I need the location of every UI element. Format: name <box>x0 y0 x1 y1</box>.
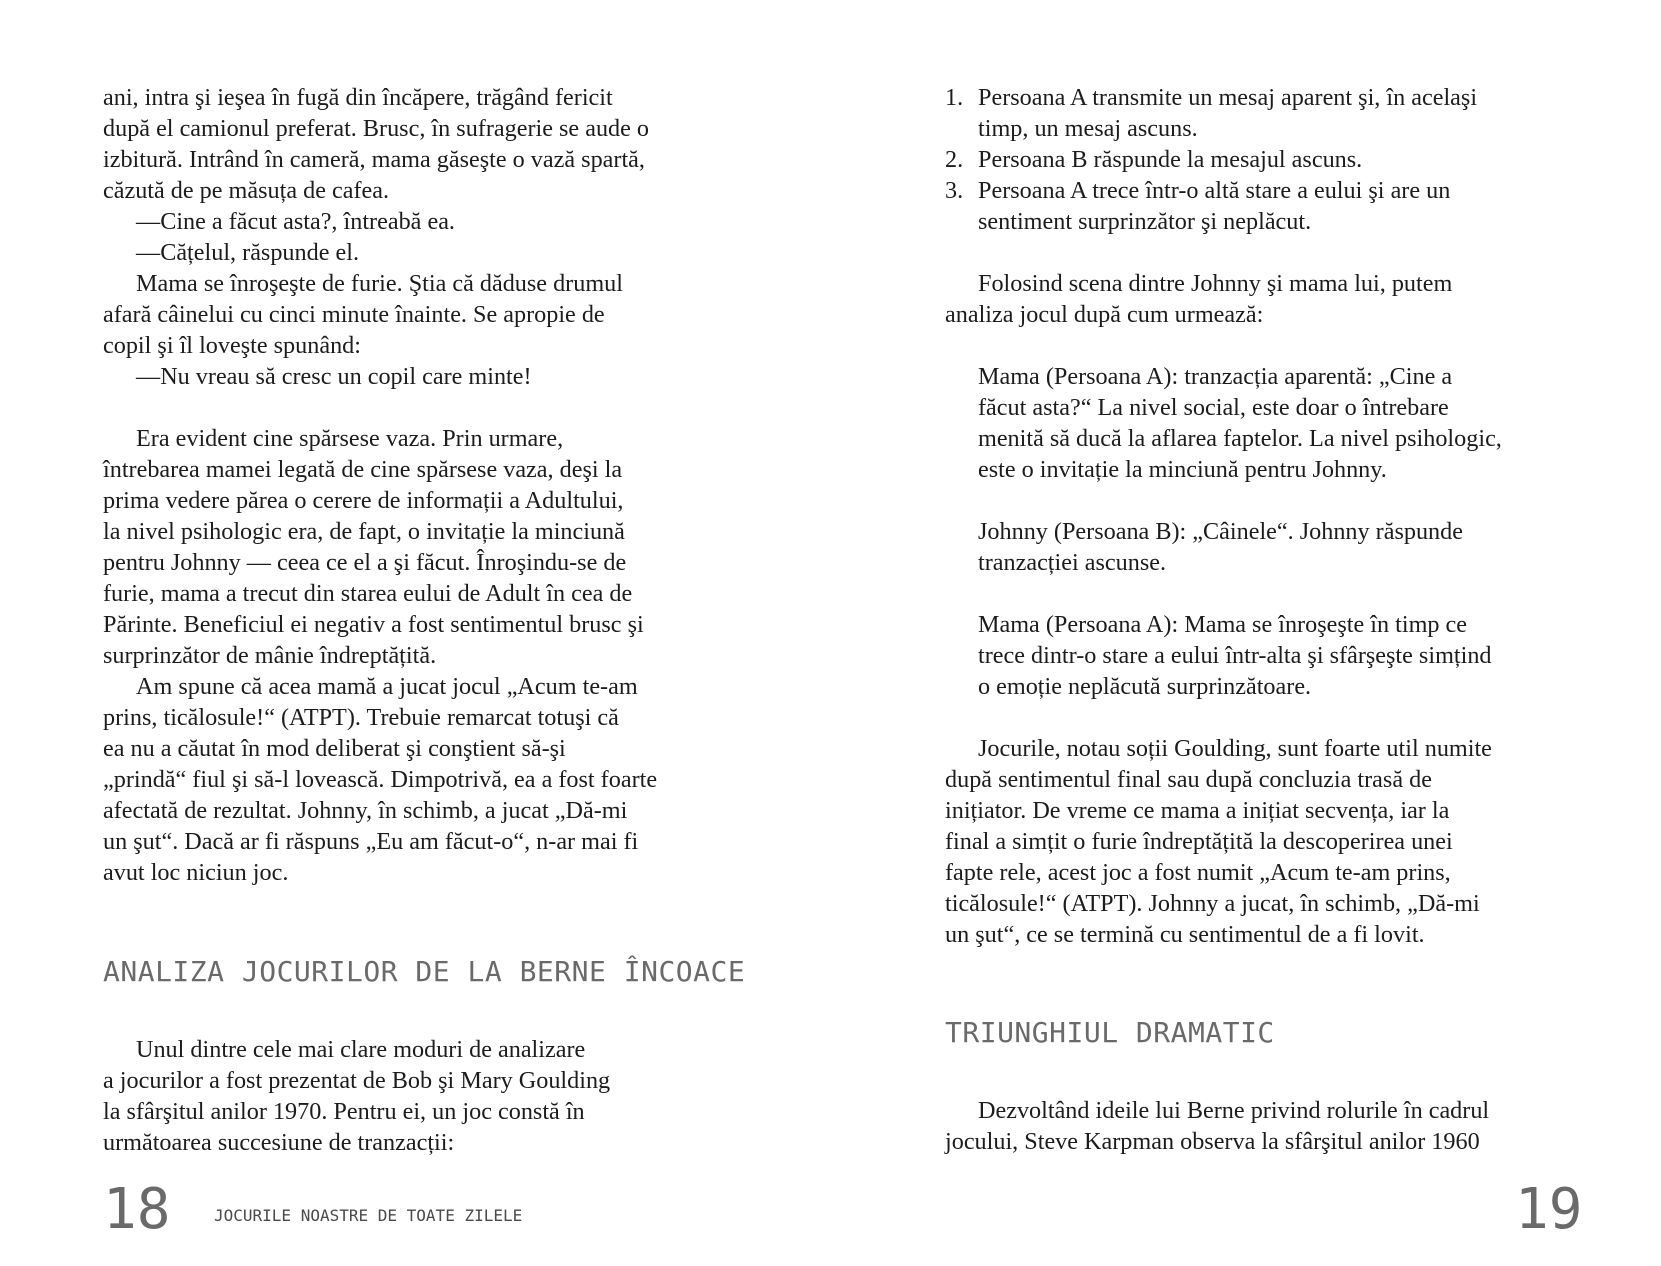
text-line: afectată de rezultat. Johnny, în schimb, a jucat „Dă-mi <box>103 797 628 824</box>
text-line: la sfârşitul anilor 1970. Pentru ei, un joc constă în <box>103 1098 585 1125</box>
text-line: jocului, Steve Karpman observa la sfârşitul anilor 1960 <box>945 1128 1480 1155</box>
text-line: a jocurilor a fost prezentat de Bob şi Mary Goulding <box>103 1067 611 1094</box>
text-line: analiza jocul după cum urmează: <box>945 301 1264 328</box>
list-number: 1. <box>945 84 964 111</box>
text-line: timp, un mesaj ascuns. <box>978 115 1198 142</box>
page-number: 18 <box>103 1177 171 1242</box>
text-line: sentiment surprinzător şi neplăcut. <box>978 208 1312 235</box>
text-line: ticălosule!“ (ATPT). Johnny a jucat, în schimb, „Dă-mi <box>945 890 1480 917</box>
text-line: prima vedere părea o cerere de informații a Adultului, <box>103 487 624 514</box>
text-line: ani, intra şi ieşea în fugă din încăpere, trăgând fericit <box>103 84 613 111</box>
text-line: avut loc niciun joc. <box>103 859 289 886</box>
page-number: 19 <box>1515 1177 1583 1242</box>
text-line: la nivel psihologic era, de fapt, o invitație la minciună <box>103 518 625 545</box>
dialogue-line: —Cine a făcut asta?, întreabă ea. <box>136 208 455 235</box>
text-line: este o invitație la minciună pentru Johnny. <box>978 456 1387 483</box>
text-line: Părinte. Beneficiul ei negativ a fost sentimentul brusc şi <box>103 611 644 638</box>
text-line: Am spune că acea mamă a jucat jocul „Acum te-am <box>136 673 638 700</box>
list-item <box>945 175 1575 206</box>
running-header: JOCURILE NOASTRE DE TOATE ZILELE <box>214 1206 523 1225</box>
text-line: Unul dintre cele mai clare moduri de analizare <box>136 1036 586 1063</box>
text-line: final a simțit o furie îndreptățită la descoperirea unei <box>945 828 1453 855</box>
paragraph <box>103 82 733 206</box>
text-line: menită să ducă la aflarea faptelor. La nivel psihologic, <box>978 425 1502 452</box>
text-line: o emoție neplăcută surprinzătoare. <box>978 673 1312 700</box>
text-line: Mama (Persoana A): Mama se înroşeşte în timp ce <box>978 611 1467 638</box>
text-line: copil şi îl loveşte spunând: <box>103 332 361 359</box>
text-line: un şut“, ce se termină cu sentimentul de a fi lovit. <box>945 921 1425 948</box>
list-number: 2. <box>945 146 964 173</box>
indented-block <box>945 361 1575 485</box>
right-page-text <box>945 82 1575 950</box>
text-line: tranzacției ascunse. <box>978 549 1167 576</box>
text-line: afară câinelui cu cinci minute înainte. Se apropie de <box>103 301 605 328</box>
text-line: prins, ticălosule!“ (ATPT). Trebuie remarcat totuşi că <box>103 704 619 731</box>
text-line: întrebarea mamei legată de cine spărsese vaza, deşi la <box>103 456 623 483</box>
right-page-text-bottom <box>945 1095 1575 1157</box>
text-line: Persoana A trece într-o altă stare a eului şi are un <box>978 177 1451 204</box>
section-heading: TRIUNGHIUL DRAMATIC <box>945 1016 1275 1049</box>
text-line: Jocurile, notau soții Goulding, sunt foarte util numite <box>978 735 1492 762</box>
indented-block <box>945 516 1575 578</box>
text-line: un şut“. Dacă ar fi răspuns „Eu am făcut-o“, n-ar mai fi <box>103 828 639 855</box>
indented-block <box>945 609 1575 702</box>
dialogue-line: —Nu vreau să cresc un copil care minte! <box>136 363 532 390</box>
text-line: inițiator. De vreme ce mama a inițiat secvența, iar la <box>945 797 1450 824</box>
left-page-text-bottom <box>103 1034 733 1158</box>
text-line: Folosind scena dintre Johnny şi mama lui, putem <box>978 270 1453 297</box>
text-line: Dezvoltând ideile lui Berne privind rolurile în cadrul <box>978 1097 1490 1124</box>
paragraph <box>103 268 733 361</box>
text-line: surprinzător de mânie îndreptățită. <box>103 642 437 669</box>
list-item <box>945 144 1575 175</box>
text-line: „prindă“ fiul şi să-l lovească. Dimpotrivă, ea a fost foarte <box>103 766 658 793</box>
text-line: Mama se înroşeşte de furie. Ştia că dăduse drumul <box>136 270 623 297</box>
text-line: Era evident cine spărsese vaza. Prin urmare, <box>136 425 564 452</box>
text-line: fapte rele, acest joc a fost numit „Acum te-am prins, <box>945 859 1451 886</box>
list-number: 3. <box>945 177 964 204</box>
numbered-list <box>945 82 1575 237</box>
list-item <box>945 82 1575 113</box>
text-line: trece dintr-o stare a eului într-alta şi sfârşeşte simțind <box>978 642 1492 669</box>
left-page-text <box>103 82 733 888</box>
paragraph <box>103 671 733 888</box>
text-line: pentru Johnny — ceea ce el a şi făcut. Înroşindu-se de <box>103 549 627 576</box>
text-line: ea nu a căutat în mod deliberat şi conştient să-şi <box>103 735 566 762</box>
text-line: următoarea succesiune de tranzacții: <box>103 1129 455 1156</box>
text-line: făcut asta?“ La nivel social, este doar o întrebare <box>978 394 1449 421</box>
text-line: după el camionul preferat. Brusc, în sufragerie se aude o <box>103 115 650 142</box>
paragraph <box>103 423 733 671</box>
text-line: căzută de pe măsuța de cafea. <box>103 177 390 204</box>
text-line: izbitură. Intrând în cameră, mama găseşte o vază spartă, <box>103 146 645 173</box>
dialogue-line: —Cățelul, răspunde el. <box>136 239 360 266</box>
text-line: furie, mama a trecut din starea eului de Adult în cea de <box>103 580 633 607</box>
paragraph <box>945 268 1575 330</box>
text-line: după sentimentul final sau după concluzia trasă de <box>945 766 1432 793</box>
text-line: Johnny (Persoana B): „Câinele“. Johnny răspunde <box>978 518 1463 545</box>
paragraph <box>945 733 1575 950</box>
text-line: Persoana A transmite un mesaj aparent şi, în acelaşi <box>978 84 1478 111</box>
section-heading: ANALIZA JOCURILOR DE LA BERNE ÎNCOACE <box>103 955 746 988</box>
text-line: Mama (Persoana A): tranzacția aparentă: „Cine a <box>978 363 1453 390</box>
text-line: Persoana B răspunde la mesajul ascuns. <box>978 146 1363 173</box>
